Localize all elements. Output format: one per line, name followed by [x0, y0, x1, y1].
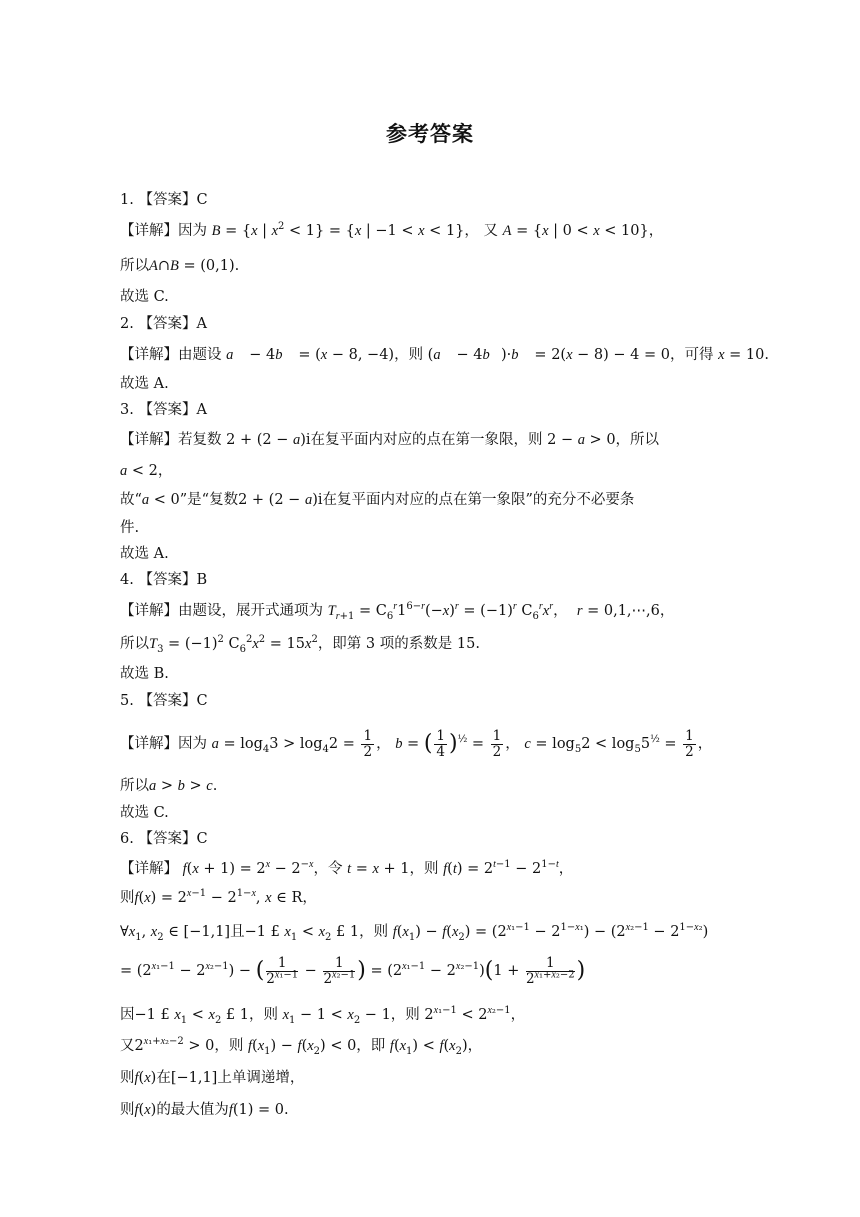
- q3-line4: 件.: [120, 520, 140, 536]
- answer-tag: 【答案】: [138, 192, 197, 208]
- q2-answer: A: [196, 316, 207, 332]
- q6-line2: 则$f(x) = 2^{x-1} - 2^{1-x}$, x ∈ R，: [120, 888, 317, 906]
- detail-tag: 【详解】: [120, 736, 178, 752]
- q4-number: 4.: [120, 572, 134, 588]
- answer-tag: 【答案】: [138, 402, 197, 418]
- q2-choose: 故选 A.: [120, 376, 169, 392]
- q3-detail-line: 【详解】若复数 2 + (2 − a)i在复平面内对应的点在第一象限，则 2 − a > 0，所以: [120, 432, 660, 448]
- detail-tag: 【详解】: [120, 861, 178, 877]
- q6-line3: $\forall x_1$, $x_2$ ∈ [−1,1]且−1 £ $x_1 < x_2$ £ 1，则 $f(x_1) - f(x_2) = (2^{x_1-1} - 2^{1-x_1}) - (2^{x_2-1} - 2^{1-x_2})$: [120, 922, 709, 943]
- q5-answer: C: [196, 693, 208, 709]
- q6-line4: = $(2^{x_1-1} - 2^{x_2-1})$ − ( $\frac{1}{2^{x_1-1}}$ − $\frac{1}{2^{x_2-1}}$ ) = $(2^{x_1-1} - 2^{x_2-1})(1$ + $\frac{1}{2^{x_1+x_2-2}}$ ): [120, 954, 586, 987]
- q1-conclusion: 所以A∩B = (0,1).: [120, 258, 240, 274]
- q1-choose: 故选 C.: [120, 289, 169, 305]
- answer-tag: 【答案】: [138, 316, 197, 332]
- q2-detail-line: 【详解】由题设 a⃗ − 4b⃗ = (x − 8, −4)，则 (a⃗ − 4b⃗)·b⃗ = 2(x − 8) − 4 = 0，可得 x = 10.: [120, 347, 769, 363]
- q6-line8: 则f(x)的最大值为f(1) = 0.: [120, 1102, 289, 1118]
- q6-answer-line: [120, 829, 208, 849]
- q6-line6: 又$2^{x_1+x_2-2} > 0$，则 $f(x_1) - f(x_2) < 0$，即 $f(x_1) < f(x_2)$，: [120, 1036, 483, 1057]
- detail-tag: 【详解】: [120, 347, 178, 363]
- q3-choose: 故选 A.: [120, 546, 169, 562]
- q1-answer-line: [120, 190, 208, 210]
- q3-answer: A: [196, 402, 207, 418]
- detail-tag: 【详解】: [120, 223, 178, 239]
- page-title: 参考答案: [386, 122, 474, 146]
- q6-line5: 因−1 £ $x_1 < x_2$ £ 1，则 $x_1 - 1 < x_2 - 1$，则 $2^{x_1-1} < 2^{x_2-1}$，: [120, 1005, 526, 1026]
- q3-number: 3.: [120, 402, 134, 418]
- q5-answer-line: [120, 691, 208, 711]
- answer-tag: 【答案】: [138, 831, 197, 847]
- q1-detail-line: 【详解】因为 B = {x | $x^2 < 1\} = \{x$ | −1 < x < 1}， 又 A = {x | 0 < x < 10}，: [120, 221, 664, 239]
- q3-line3: 故“a < 0”是“复数2 + (2 − a)i在复平面内对应的点在第一象限”的充分不必要条: [120, 492, 635, 508]
- q6-line7: 则f(x)在[−1,1]上单调递增，: [120, 1070, 305, 1086]
- q5-detail-line: 【详解】因为 $a = \log_43 > \log_42$ = $\frac{1}{2}$ ， b = ( $\frac{1}{4}$ )$^{\frac{1}{2}}$ = $\frac{1}{2}$ ， $c = \log_52 < \log_55^{\frac{1}{2}}$ = $\frac{1}{2}$ ，: [120, 727, 713, 760]
- q4-answer: B: [196, 572, 208, 588]
- detail-tag: 【详解】: [120, 603, 178, 619]
- q2-number: 2.: [120, 316, 134, 332]
- detail-tag: 【详解】: [120, 432, 178, 448]
- q6-answer: C: [196, 831, 208, 847]
- q3-line2: a < 2，: [120, 463, 173, 479]
- answer-tag: 【答案】: [138, 693, 197, 709]
- q1-answer: C: [196, 192, 208, 208]
- q6-detail-line: 【详解】 $f(x + 1) = 2^x - 2^{-x}$，令 t = x + 1，则 $f(t) = 2^{t-1} - 2^{1-t}$，: [120, 859, 574, 877]
- answer-tag: 【答案】: [138, 572, 197, 588]
- q6-number: 6.: [120, 831, 134, 847]
- q1-number: 1.: [120, 192, 134, 208]
- q4-detail-line: 【详解】由题设，展开式通项为 $T_{r+1} = C_6^r1^{6-r}(-x)^r = (-1)^r$ $C_6^rx^r$， r = 0,1,⋯,6，: [120, 601, 675, 622]
- q4-choose: 故选 B.: [120, 666, 169, 682]
- q4-answer-line: [120, 570, 207, 590]
- q5-choose: 故选 C.: [120, 805, 169, 821]
- q4-conclusion: 所以$T_3 = (-1)^2$ $C_6^2x^2 = 15x^2$，即第 3 项的系数是 15.: [120, 634, 480, 655]
- q3-answer-line: [120, 400, 207, 420]
- q5-number: 5.: [120, 693, 134, 709]
- q5-conclusion: 所以a > b > c.: [120, 778, 218, 794]
- q2-answer-line: [120, 314, 207, 334]
